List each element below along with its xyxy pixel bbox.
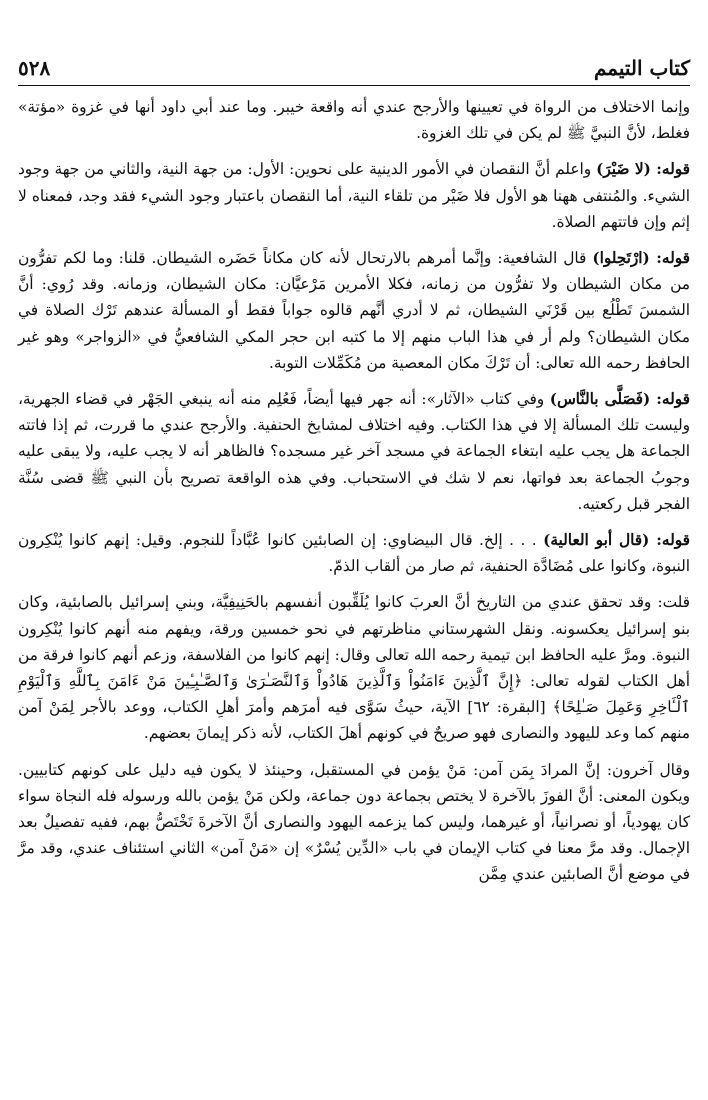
paragraph xyxy=(18,757,690,888)
page-body xyxy=(18,94,690,1086)
paragraph-lead: قوله: (لا ضَيْرَ) xyxy=(596,160,690,179)
page-number: ٥٢٨ xyxy=(18,56,51,80)
header-rule xyxy=(18,85,690,86)
paragraph-text: قال الشافعية: وإنَّما أمرهم بالارتحال لأنه كان مكاناً حَضَره الشيطان. قلنا: وما لكم تفرُّون من مكان الشيطان ولا تفرُّون من زمانه، فكلا الأمرين مَرْعيَّان: مكان الشيطان، وزمانه. وقد رُوي: أنَّ الشمسَ تَطْلُع بين قَرْنَي الشيطان، ثم لا أدري أنَّهم قالوه جواباً فقط أو المسألة عندهم تَرْك الصلاة في مكان الشيطان؟ ولم أر في هذا الباب منهم إلا ما كتبه ابن حجر المكي الشافعيُّ في «الزواجر» وهو غير الحافظ رحمه الله تعالى: أن تَرْكَ مكان المعصية من مُكَمِّلات التوبة. xyxy=(18,249,690,372)
paragraph-text: . . . إلخ. قال البيضاوي: إن الصابئين كانوا عُبَّاداً للنجوم. وقيل: إنهم كانوا يُنْكِرون النبوة، وكانوا على مُضَادَّة الحنفية، ثم صار من ألقاب الذمّ. xyxy=(18,531,690,576)
paragraph xyxy=(18,527,690,579)
paragraph-text: وإنما الاختلاف من الرواة في تعيينها والأرجح عندي أنه واقعة خيبر. وما عند أبي داود أنها في غزوة «مؤتة» فغلط، لأنَّ النبيَّ ﷺ لم يكن في تلك الغزوة. xyxy=(18,98,690,143)
paragraph xyxy=(18,245,690,376)
paragraph-text: وفي كتاب «الآثار»: أنه جهر فيها أيضاً، فَعُلِم منه أنه ينبغي الجَهْر في قضاء الجهرية، وليست تلك المسألة إلا في هذا الكتاب. وفيه اختلاف لمشايخ الحنفية. والأرجح عندي ما قررت، ثم إذا فاتته الجماعة هل يجب عليه ابتغاء الجماعة في مسجد آخر غير مسجده؟ فالظاهر أنه لا يجب عليه، ولا يبقى عليه وجوبُ الجماعة بعد فواتها، نعم لا شك في الاستحباب. وفي هذه الواقعة تصريح بأن النبي ﷺ قضى سُنَّة الفجر قبل ركعتيه. xyxy=(18,390,690,513)
paragraph-text: واعلم أنَّ النقصان في الأمور الدينية على نحوين: الأول: من جهة النية، والثاني من جهة وجود الشيء. والمُنتفى ههنا هو الأول فلا ضَيْر من تلقاء النية، أما النقصان باعتبار وجود الشيء فقد وجد، فمعناه لا إثم وإن فاتتهم الصلاة. xyxy=(18,160,690,231)
paragraph-text: قلت: وقد تحقق عندي من التاريخ أنَّ العربَ كانوا يُلَقِّبون أنفسهم بالحَنِيفِيَّة، وبني إسرائيل بالصابئية، وكان بنو إسرائيل يعكسونه. ونقل الشهرستاني مناظرتهم في نحو خمسين ورقة، ويفهم منه أنهم كانوا يُنْكِرون النبوة. ومرَّ عليه الحافظ ابن تيمية رحمه الله تعالى وقال: إنهم كانوا من الفلاسفة، وزعم أنهم كانوا فرقة من أهل الكتاب لقوله تعالى: ﴿إِنَّ ٱلَّذِينَ ءَامَنُواْ وَٱلَّذِينَ هَادُواْ وَٱلنَّصَـٰرَىٰ وَٱلصَّـٰبِـِٔينَ مَنْ ءَامَنَ بِٱللَّهِ وَٱلْيَوْمِ ٱلْـَٔاخِرِ وَعَمِلَ صَـٰلِحًا﴾ [البقرة: ٦٢] الآية، حيثُ سَوَّى فيه أمرَهم وأمرَ أهلِ الكتاب، ووعد بالأجر لِمَنْ آمن منهم كما وعد لليهود والنصارى فهو صريحٌ في كونهم أهلَ الكتاب، لأنه ذكر إيمانَ بعضهم. xyxy=(18,593,690,743)
paragraph-lead: قوله: (ارْتَحِلوا) xyxy=(592,249,690,268)
paragraph-lead: قوله: (قال أبو العالية) xyxy=(543,531,690,550)
page-header xyxy=(18,52,690,86)
paragraph-lead: قوله: (فَصَلَّى بالنَّاس) xyxy=(549,390,690,409)
paragraph xyxy=(18,589,690,746)
paragraph xyxy=(18,386,690,517)
paragraph-text: وقال آخرون: إنَّ المرادَ بِمَن آمن: مَنْ يؤمن في المستقبل، وحينئذ لا يكون فيه دليل على كونهم كتابيين. ويكون المعنى: أنَّ الفوزَ بالآخرة لا يختص بجماعة دون جماعة، ولكن مَنْ يؤمن بالله ورسوله فله النجاة سواء كان يهودياً، أو نصرانياً، أو غيرهما، وليس كما يزعمه اليهود والنصارى أنَّ الآخرةَ تَخْتَصُّ بهم، ففيه تفصيلٌ بعد الإجمال. وقد مرَّ معنا في كتاب الإيمان في باب «الدِّين يُسْرٌ» إن «مَنْ آمن» الثاني استئناف عندي، وقد مرَّ في موضع أنَّ الصابئين عندي مِمَّن xyxy=(18,760,690,884)
paragraph xyxy=(18,156,690,235)
paragraph xyxy=(18,94,690,146)
book-title: كتاب التيمم xyxy=(593,56,690,80)
